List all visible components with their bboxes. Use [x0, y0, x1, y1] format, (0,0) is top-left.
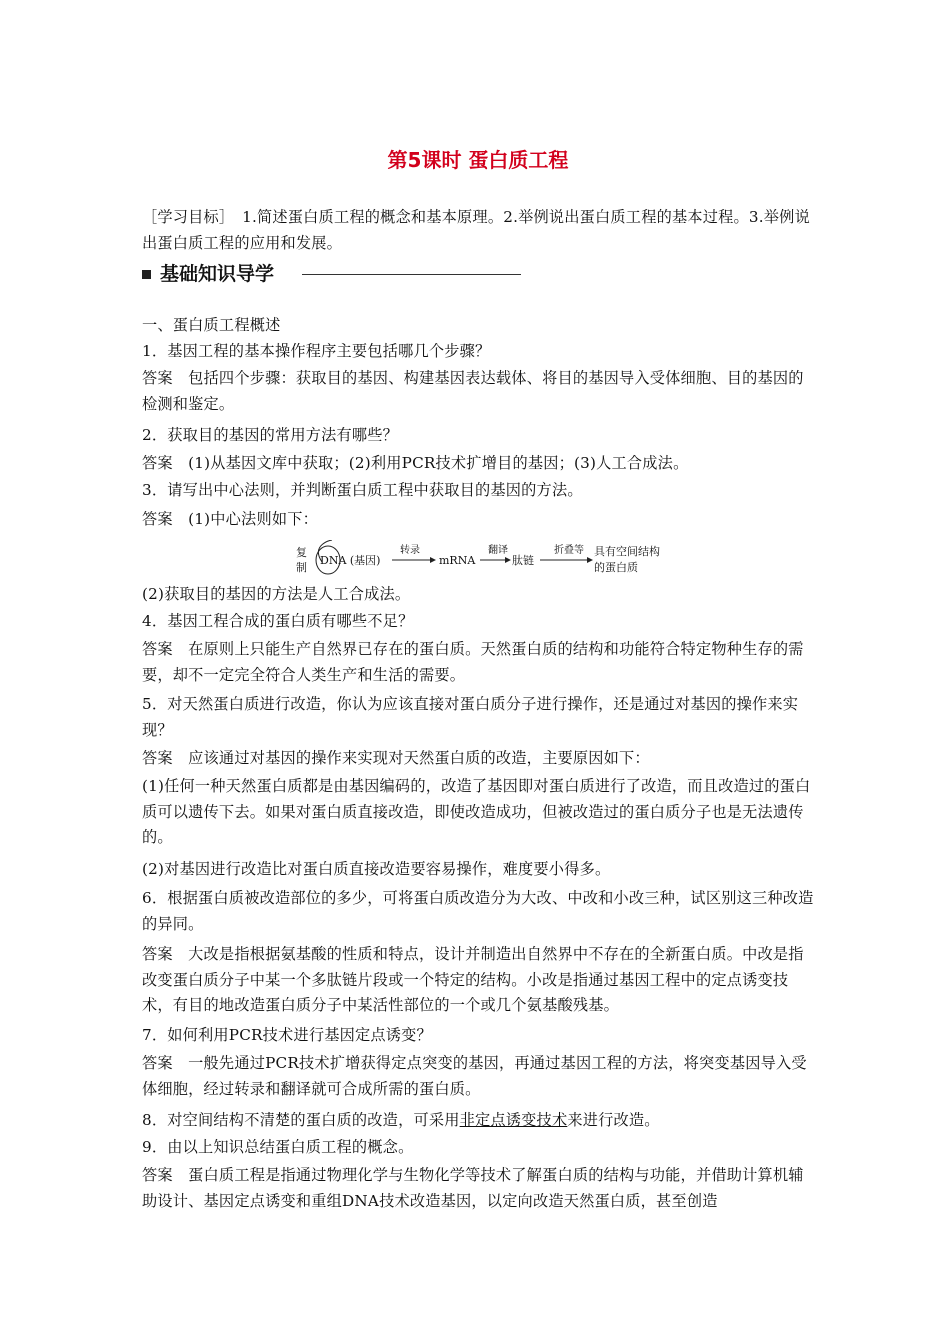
answer-1: 答案 包括四个步骤：获取目的基因、构建基因表达载体、将目的基因导入受体细胞、目的基因的检测和鉴定。 — [142, 369, 804, 413]
answer-5: 答案 应该通过对基因的操作来实现对天然蛋白质的改造，主要原因如下： — [142, 749, 650, 767]
question-6: 6．根据蛋白质被改造部位的多少，可将蛋白质改造分为大改、中改和小改三种，试区别这三种改造的异同。 — [142, 889, 814, 933]
question-2: 2．获取目的基因的常用方法有哪些？ — [142, 426, 399, 444]
transcription-label: 转录 — [400, 545, 420, 556]
answer-9: 答案 蛋白质工程是指通过物理化学与生物化学等技术了解蛋白质的结构与功能，并借助计算机辅助设计、基因定点诱变和重组DNA技术改造基因，以定向改造天然蛋白质，甚至创造 — [142, 1166, 804, 1210]
central-dogma-diagram — [292, 540, 662, 580]
square-bullet-icon — [142, 270, 151, 279]
question-4: 4．基因工程合成的蛋白质有哪些不足？ — [142, 612, 414, 630]
answer-3-part-2: (2)获取目的基因的方法是人工合成法。 — [142, 585, 411, 603]
question-1: 1．基因工程的基本操作程序主要包括哪几个步骤？ — [142, 342, 491, 360]
replicate-label-top: 复 — [296, 546, 307, 559]
section-heading-text: 基础知识导学 — [160, 263, 275, 285]
question-8-start: 8．对空间结构不清楚的蛋白质的改造，可采用 — [142, 1111, 460, 1129]
question-9: 9．由以上知识总结蛋白质工程的概念。 — [142, 1138, 414, 1156]
learning-goals: ［学习目标］ 1.简述蛋白质工程的概念和基本原理。2.举例说出蛋白质工程的基本过程。3.举例说出蛋白质工程的应用和发展。 — [142, 208, 810, 252]
page-title: 第5课时 蛋白质工程 — [387, 148, 569, 172]
answer-7: 答案 一般先通过PCR技术扩增获得定点突变的基因，再通过基因工程的方法，将突变基因导入受体细胞，经过转录和翻译就可合成所需的蛋白质。 — [142, 1054, 807, 1098]
answer-3: 答案 (1)中心法则如下： — [142, 510, 318, 528]
replicate-label-bottom: 制 — [296, 561, 307, 574]
translation-label: 翻译 — [488, 545, 508, 556]
question-8-underlined-answer: 非定点诱变技术 — [459, 1111, 568, 1129]
question-3: 3．请写出中心法则，并判断蛋白质工程中获取目的基因的方法。 — [142, 481, 583, 499]
question-7: 7．如何利用PCR技术进行基因定点诱变？ — [142, 1026, 432, 1044]
folding-label: 折叠等 — [554, 545, 584, 556]
answer-5-point-1: (1)任何一种天然蛋白质都是由基因编码的，改造了基因即对蛋白质进行了改造，而且改造过的蛋白质可以遗传下去。如果对蛋白质直接改造，即使改造成功，但被改造过的蛋白质分子也是无法遗传的。 — [142, 777, 811, 846]
peptide-node: 肽链 — [512, 554, 534, 567]
subheading: 一、蛋白质工程概述 — [142, 316, 281, 334]
question-8 — [142, 1108, 814, 1134]
question-5: 5．对天然蛋白质进行改造，你认为应该直接对蛋白质分子进行操作，还是通过对基因的操作来实现？ — [142, 695, 799, 739]
dna-node: DNA (基因) — [320, 554, 381, 567]
protein-node-line2: 的蛋白质 — [594, 561, 638, 574]
answer-5-point-2: (2)对基因进行改造比对蛋白质直接改造要容易操作，难度要小得多。 — [142, 860, 611, 878]
heading-rule — [302, 274, 521, 275]
protein-node-line1: 具有空间结构 — [594, 545, 660, 558]
answer-4: 答案 在原则上只能生产自然界已存在的蛋白质。天然蛋白质的结构和功能符合特定物种生存的需要，却不一定完全符合人类生产和生活的需要。 — [142, 640, 804, 684]
answer-2: 答案 (1)从基因文库中获取；(2)利用PCR技术扩增目的基因；(3)人工合成法。 — [142, 454, 689, 472]
mrna-node: mRNA — [439, 554, 476, 567]
question-8-end: 来进行改造。 — [567, 1111, 660, 1129]
section-heading — [142, 262, 522, 288]
answer-6: 答案 大改是指根据氨基酸的性质和特点，设计并制造出自然界中不存在的全新蛋白质。中改是指改变蛋白质分子中某一个多肽链片段或一个特定的结构。小改是指通过基因工程中的定点诱变技术，有目的地改造蛋白质分子中某活性部位的一个或几个氨基酸残基。 — [142, 945, 804, 1014]
